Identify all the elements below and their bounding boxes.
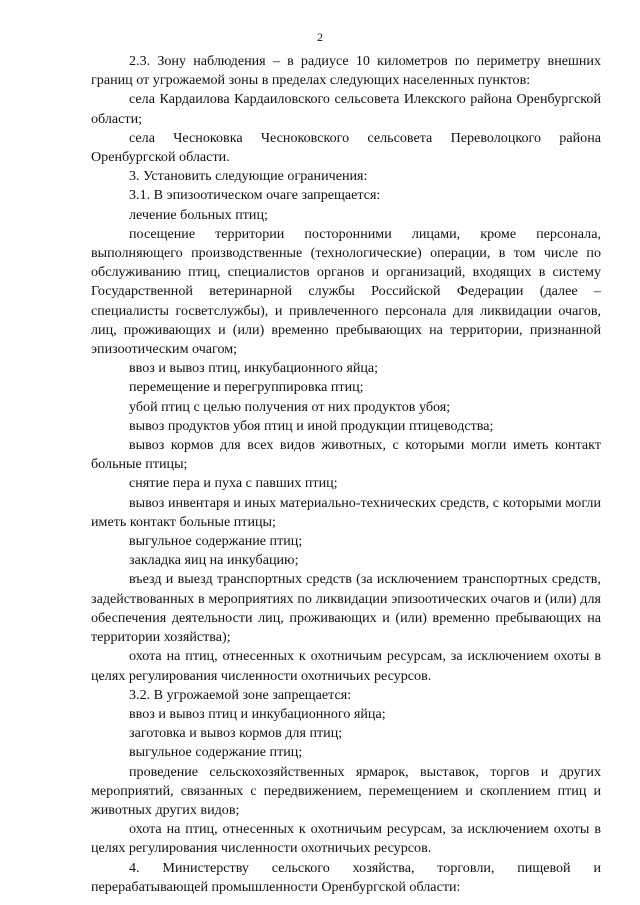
- list-item: перемещение и перегруппировка птиц;: [129, 379, 364, 396]
- page-number: 2: [317, 30, 323, 44]
- list-item: снятие пера и пуха с павших птиц;: [129, 475, 338, 492]
- list-item: охота на птиц, отнесенных к охотничьим ресурсам, за исключением охоты в целях регулирования численности охотничьих ресурсов.: [91, 648, 601, 684]
- list-item: закладка яиц на инкубацию;: [129, 552, 299, 569]
- list-item: заготовка и вывоз кормов для птиц;: [129, 725, 343, 742]
- list-item: въезд и выезд транспортных средств (за исключением транспортных средств, задействованных в мероприятиях по ликвидации эпизоотических очагов и (или) для обеспечения деятельности лиц, проживающих и (или) временно пребывающих на территории хозяйства);: [91, 571, 601, 646]
- list-item: посещение территории посторонними лицами, кроме персонала, выполняющего производственные (технологические) операции, в том числе по обслуживанию птиц, специалистов органов и организаций, входящих в систему Государственной ветеринарной службы Российской Федерации (далее – специалисты госветслужбы), и привлеченного персонала для ликвидации очагов, лиц, проживающих и (или) временно пребывающих на территории, признанной эпизоотическим очагом;: [91, 225, 601, 358]
- list-item: выгульное содержание птиц;: [129, 533, 303, 550]
- list-item: проведение сельскохозяйственных ярмарок, выставок, торгов и других мероприятий, связанных с передвижением, перемещением и скоплением птиц и животных других видов;: [91, 763, 601, 818]
- paragraph-ministry-instruction: 4. Министерству сельского хозяйства, торговли, пищевой и перерабатывающей промышленности Оренбургской области:: [91, 859, 601, 895]
- list-item: ввоз и вывоз птиц и инкубационного яйца;: [129, 705, 386, 722]
- paragraph-threatened-zone-heading: 3.2. В угрожаемой зоне запрещается:: [129, 686, 352, 703]
- document-body: [91, 52, 601, 897]
- list-item: выгульное содержание птиц;: [129, 744, 303, 761]
- list-item: охота на птиц, отнесенных к охотничьим ресурсам, за исключением охоты в целях регулирования численности охотничьих ресурсов.: [91, 821, 601, 857]
- list-item: убой птиц с целью получения от них продуктов убоя;: [129, 398, 451, 415]
- paragraph-observation-zone: 2.3. Зону наблюдения – в радиусе 10 километров по периметру внешних границ от угрожаемой зоны в пределах следующих населенных пунктов:: [91, 53, 601, 89]
- list-item: лечение больных птиц;: [129, 206, 268, 223]
- list-item: вывоз кормов для всех видов животных, с которыми могли иметь контакт больные птицы;: [91, 437, 601, 473]
- list-item: вывоз инвентаря и иных материально-технических средств, с которыми могли иметь контакт больные птицы;: [91, 494, 601, 530]
- paragraph-restrictions-heading: 3. Установить следующие ограничения:: [129, 168, 368, 185]
- list-item: ввоз и вывоз птиц, инкубационного яйца;: [129, 360, 379, 377]
- paragraph-village-chesnokovka: села Чесноковка Чесноковского сельсовета Переволоцкого района Оренбургской области.: [91, 129, 601, 166]
- paragraph-village-kardailovo: села Кардаилова Кардаиловского сельсовета Илекского района Оренбургской области;: [91, 91, 601, 127]
- list-item: вывоз продуктов убоя птиц и иной продукции птицеводства;: [129, 417, 494, 434]
- paragraph-outbreak-heading: 3.1. В эпизоотическом очаге запрещается:: [129, 187, 381, 204]
